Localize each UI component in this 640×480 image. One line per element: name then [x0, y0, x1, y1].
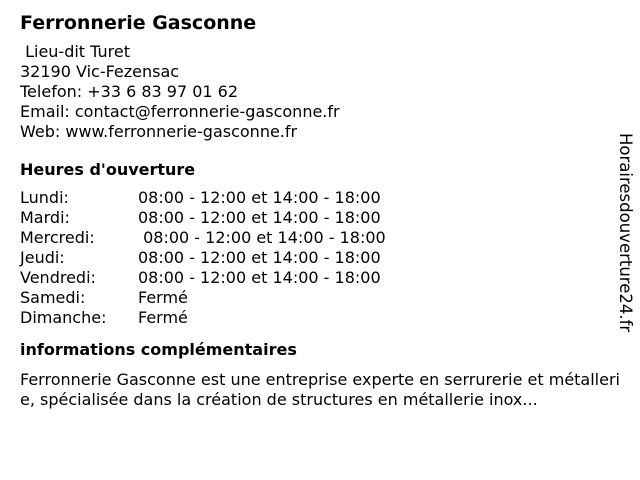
- business-name: Ferronnerie Gasconne: [20, 12, 257, 34]
- hours-row-tuesday: [20, 208, 620, 228]
- hours-row-monday: [20, 188, 620, 208]
- address-block: [20, 42, 620, 142]
- time-value: 08:00 - 12:00 et 14:00 - 18:00: [138, 188, 381, 207]
- info-heading: informations complémentaires: [20, 340, 297, 359]
- day-label: Mercredi:: [20, 228, 95, 247]
- time-value: 08:00 - 12:00 et 14:00 - 18:00: [138, 228, 386, 247]
- spacer: [20, 328, 620, 340]
- day-label: Lundi:: [20, 188, 69, 207]
- spacer: [20, 360, 620, 370]
- hours-row-saturday: [20, 288, 620, 308]
- phone-line: Telefon: +33 6 83 97 01 62: [20, 82, 239, 101]
- address-city: 32190 Vic-Fezensac: [20, 62, 180, 81]
- business-card: [20, 10, 620, 410]
- time-value: Fermé: [138, 308, 188, 327]
- day-label: Samedi:: [20, 288, 86, 307]
- day-label: Dimanche:: [20, 308, 107, 327]
- website-line: Web: www.ferronnerie-gasconne.fr: [20, 122, 298, 141]
- address-street: Lieu-dit Turet: [20, 42, 130, 61]
- time-value: 08:00 - 12:00 et 14:00 - 18:00: [138, 248, 381, 267]
- hours-row-wednesday: [20, 228, 620, 248]
- time-value: 08:00 - 12:00 et 14:00 - 18:00: [138, 208, 381, 227]
- hours-heading: Heures d'ouverture: [20, 160, 196, 179]
- hours-row-thursday: [20, 248, 620, 268]
- hours-table: [20, 188, 620, 328]
- day-label: Vendredi:: [20, 268, 96, 287]
- time-value: 08:00 - 12:00 et 14:00 - 18:00: [138, 268, 381, 287]
- time-value: Fermé: [138, 288, 188, 307]
- hours-row-sunday: [20, 308, 620, 328]
- day-label: Mardi:: [20, 208, 70, 227]
- hours-row-friday: [20, 268, 620, 288]
- watermark: [612, 133, 638, 373]
- watermark-text: Horairesdouverture24.fr: [616, 133, 635, 333]
- day-label: Jeudi:: [20, 248, 65, 267]
- email-line: Email: contact@ferronnerie-gasconne.fr: [20, 102, 340, 121]
- business-description: Ferronnerie Gasconne est une entreprise experte en serrurerie et métallerie, spécialisée dans la création de structures en métallerie inox...: [20, 370, 620, 409]
- spacer: [20, 142, 620, 160]
